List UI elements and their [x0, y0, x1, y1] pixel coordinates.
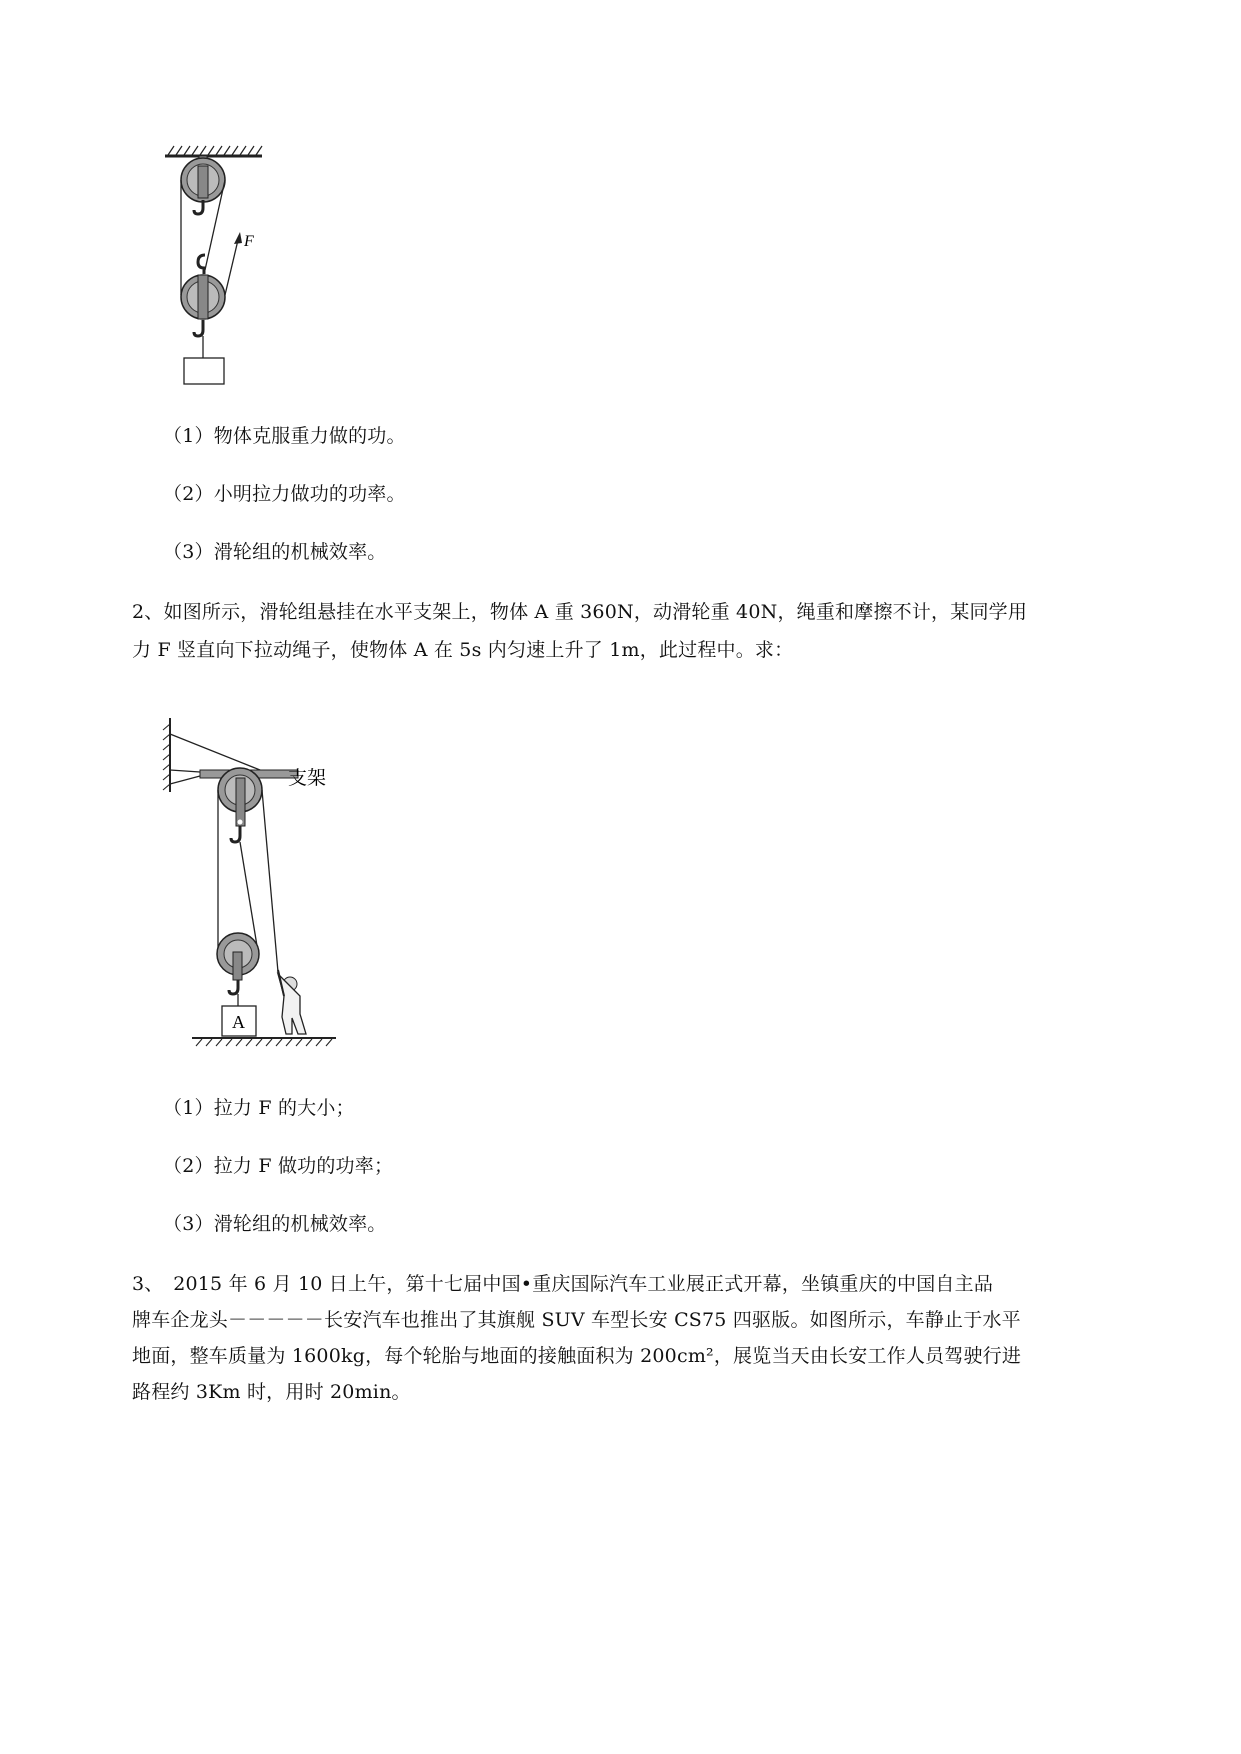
q1-part-1: （1）物体克服重力做的功。	[163, 425, 406, 447]
q2-text-line-2: 力 F 竖直向下拉动绳子，使物体 A 在 5s 内匀速上升了 1m，此过程中。求：	[132, 639, 794, 661]
q2-part-3: （3）滑轮组的机械效率。	[163, 1213, 387, 1235]
q2-part-1: （1）拉力 F 的大小；	[163, 1097, 355, 1119]
q3-text-line-2: 牌车企龙头－－－－－长安汽车也推出了其旗舰 SUV 车型长安 CS75 四驱版。如图所示，车静止于水平	[132, 1309, 1021, 1331]
q2-text-line-1: 2、如图所示，滑轮组悬挂在水平支架上，物体 A 重 360N，动滑轮重 40N，绳重和摩擦不计，某同学用	[132, 601, 1028, 623]
q1-part-3: （3）滑轮组的机械效率。	[163, 541, 387, 563]
block-a-label: A	[232, 1012, 245, 1032]
force-label: F	[244, 233, 254, 250]
pulley-figure-1	[150, 140, 280, 400]
q1-part-2: （2）小明拉力做功的功率。	[163, 483, 406, 505]
pulley-figure-2	[160, 712, 360, 1057]
bracket-label: 支架	[288, 767, 327, 789]
q3-text-line-4: 路程约 3Km 时，用时 20min。	[132, 1381, 411, 1403]
q3-text-line-3: 地面，整车质量为 1600kg，每个轮胎与地面的接触面积为 200cm²，展览当天由长安工作人员驾驶行进	[132, 1345, 1022, 1367]
q2-part-2: （2）拉力 F 做功的功率；	[163, 1155, 394, 1177]
q3-text-line-1: 3、 2015 年 6 月 10 日上午，第十七届中国•重庆国际汽车工业展正式开幕，坐镇重庆的中国自主品	[132, 1273, 994, 1295]
